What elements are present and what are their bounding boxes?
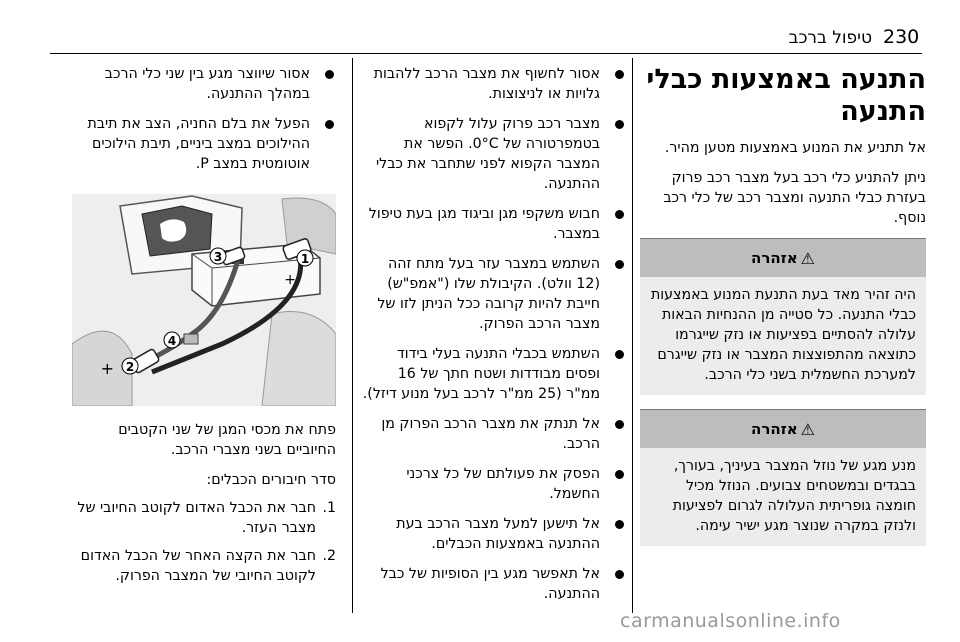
svg-text:+: + (284, 272, 296, 288)
header-rule (50, 53, 922, 54)
warning-triangle-icon: ⚠ (800, 419, 815, 439)
list-item: הפסק את פעולתם של כל צרכני החשמל. (360, 464, 626, 504)
list-item: 2. חבר את הקצה האחר של הכבל האדום לקוטב החיובי של המצבר הפרוק. (80, 548, 336, 584)
bullet-icon (325, 70, 334, 79)
list-item: אל תנתק את מצבר הרכב הפרוק מן הרכב. (360, 414, 626, 454)
cable-order-title: סדר חיבורים הכבלים: (206, 472, 336, 488)
warning-heading-2 (640, 410, 926, 448)
list-item: אסור שיווצר מגע בין שני כלי הרכב במהלך ההתנעה. (74, 64, 336, 104)
safety-bullet-list (360, 64, 626, 604)
engine-bay-diagram (72, 194, 336, 406)
intro-paragraph: אל תתניע את המנוע באמצעות מטען מהיר. (664, 140, 926, 156)
watermark: carmanualsonline.info (620, 610, 841, 632)
bullet-icon (615, 70, 624, 79)
warning-box-2 (640, 409, 926, 546)
left-column (74, 64, 336, 594)
figure-label-2: 2 (125, 360, 135, 374)
page-number: 230 (883, 26, 920, 48)
list-item: אל תאפשר מגע בין הסופיות של כבל ההתנעה. (360, 564, 626, 604)
list-item: השתמש במצבר עזר בעל מתח זהה (12 וולט). הקיבולת שלו ("אמפ"ש) חייבת להיות קרובה ככל הניתן לזו של מצבר הרכב הפרוק. (360, 254, 626, 334)
bullet-icon (615, 570, 624, 579)
column-divider-left (352, 58, 353, 613)
safety-bullet-list-continued (74, 64, 336, 174)
figure-label-3: 3 (213, 250, 223, 264)
right-column (640, 64, 926, 546)
warning-text-1: היה זהיר מאד בעת התנעת המנוע באמצעות כבלי התנעה. כל סטייה מן ההנחיות הבאות עלולה להסתיים בפציעות או נזק שייגרמו כתוצאה מהתפוצצות המצבר או נזק שייגרם למערכת החשמלית בשני כלי הרכב. (640, 277, 926, 395)
warning-heading-text: אזהרה (751, 420, 798, 438)
warning-heading-text: אזהרה (751, 249, 798, 267)
figure-label-1: 1 (300, 252, 310, 266)
list-item: מצבר רכב פרוק עלול לקפוא בטמפרטורה של 0°C. הפשר את המצבר הקפוא לפני שתחבר את כבלי ההתנעה. (360, 114, 626, 194)
cable-steps-list (74, 498, 336, 586)
middle-column (360, 64, 626, 614)
battery-illustration (72, 194, 336, 406)
bullet-icon (615, 470, 624, 479)
list-item: אסור לחשוף את מצבר הרכב ללהבות גלויות או לניצוצות. (360, 64, 626, 104)
bullet-icon (615, 350, 624, 359)
warning-heading-1 (640, 239, 926, 277)
svg-text:+: + (100, 359, 114, 378)
list-item: חבוש משקפי מגן וביגוד מגן בעת טיפול במצבר. (360, 204, 626, 244)
bullet-icon (325, 120, 334, 129)
list-item: אל תישען למעל מצבר הרכב בעת ההתנעה באמצעות הכבלים. (360, 514, 626, 554)
section-title: התנעה באמצעות כבלי התנעה (646, 64, 926, 127)
warning-triangle-icon: ⚠ (800, 248, 815, 268)
page-header (0, 0, 960, 58)
warning-text-2: מנע מגע של נוזל המצבר בעיניך, בעורך, בבגדים ובמשטחים צבועים. הנוזל מכיל חומצה גופריתית העלולה לגרום לפציעות ולנזק במקרה שנוצר מגע ישיר עימה. (640, 448, 926, 546)
warning-box-1 (640, 238, 926, 395)
jump-start-paragraph: ניתן להתניע כלי רכב בעל מצבר רכב פרוק בעזרת כבלי התנעה ומצבר רכב של כלי רכב נוסף. (663, 170, 926, 226)
bullet-icon (615, 260, 624, 269)
column-divider-right (632, 58, 633, 613)
open-caps-paragraph: פתח את מכסי המגן של שני הקטבים החיוביים בשני מצברי הרכב. (118, 422, 336, 458)
bullet-icon (615, 420, 624, 429)
list-item: הפעל את בלם החניה, הצב את תיבת ההילוכים במצב ביניים, תיבת הילוכים אוטומטית במצב P. (74, 114, 336, 174)
list-item: 1. חבר את הכבל האדום לקוטב החיובי של מצבר העזר. (77, 500, 336, 536)
bullet-icon (615, 120, 624, 129)
bullet-icon (615, 520, 624, 529)
figure-label-4: 4 (167, 334, 177, 348)
list-item: השתמש בכבלי התנעה בעלי בידוד ופסים מבודדות ושטח חתך של 16 ממ"ר (25 ממ"ר לרכב בעל מנוע דיזל). (360, 344, 626, 404)
bullet-icon (615, 210, 624, 219)
running-title: טיפול ברכב (788, 28, 872, 48)
